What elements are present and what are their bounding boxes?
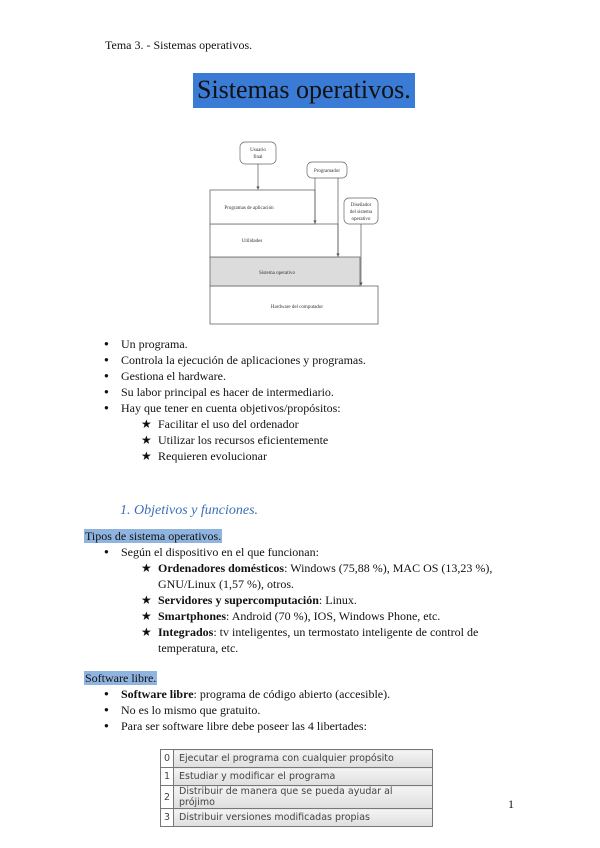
disenador-label-1: Diseñador — [350, 203, 372, 208]
tipos-heading — [84, 529, 222, 544]
os-layers-diagram — [207, 128, 379, 326]
list-item: ★ Utilizar los recursos eficientemente — [158, 432, 418, 448]
table-cell: Ejecutar el programa con cualquier propósito — [174, 750, 433, 768]
section-heading: 1. Objetivos y funciones. — [120, 503, 259, 518]
table-cell: Distribuir versiones modificadas propias — [174, 809, 433, 827]
table-cell: Estudiar y modificar el programa — [174, 768, 433, 786]
software-heading — [84, 671, 157, 686]
item-text: : Windows (75,88 %), MAC OS (13,23 %), GNU/Linux (1,57 %), otros. — [158, 561, 493, 591]
list-item: ● Gestiona el hardware. — [121, 368, 441, 384]
page-header: Tema 3. - Sistemas operativos. — [105, 38, 253, 52]
list-item — [158, 560, 503, 592]
list-item: ★ Requieren evolucionar — [158, 448, 418, 464]
usuario-label-2: final — [253, 155, 263, 160]
layer-hardware-label: Hardware del computador — [270, 305, 324, 310]
item-bold: Servidores y supercomputación — [158, 593, 319, 607]
list-item — [158, 608, 503, 624]
programador-label: Programador — [313, 169, 341, 174]
layer-utilidades-label: Utilidades — [241, 239, 263, 244]
objectives-star-list — [158, 416, 418, 464]
table-cell: 3 — [161, 809, 174, 827]
list-item: ● Su labor principal es hacer de intermediario. — [121, 384, 441, 400]
item-text: : tv inteligentes, un termostato inteligente de control de temperatura, etc. — [158, 625, 479, 655]
list-item — [121, 686, 451, 702]
tipos-list — [121, 544, 421, 560]
list-item — [158, 592, 503, 608]
item-bold: Smartphones — [158, 609, 227, 623]
item-bold: Integrados — [158, 625, 214, 639]
table-row — [161, 786, 433, 809]
table-cell: Distribuir de manera que se pueda ayudar al prójimo — [174, 786, 433, 809]
layer-so-label: Sistema operativo — [259, 271, 295, 276]
list-item: ● Según el dispositivo en el que funcionan: — [121, 544, 421, 560]
item-text: : Android (70 %), IOS, Windows Phone, etc. — [226, 609, 441, 623]
usuario-label-1: Usuario — [250, 148, 266, 153]
software-list — [121, 686, 451, 734]
item-text: : Linux. — [318, 593, 357, 607]
layer-aplicacion-label: Programas de aplicación — [224, 206, 274, 211]
list-item: ● Hay que tener en cuenta objetivos/propósitos: — [121, 400, 441, 416]
list-item: ● Controla la ejecución de aplicaciones y programas. — [121, 352, 441, 368]
software-heading-text: Software libre. — [85, 671, 157, 685]
page-number: 1 — [508, 797, 514, 811]
list-item: ● Para ser software libre debe poseer las 4 libertades: — [121, 718, 451, 734]
disenador-label-3: operativo — [351, 217, 371, 222]
tipos-heading-text: Tipos de sistema operativos. — [85, 529, 222, 543]
usuario-box — [240, 142, 276, 164]
list-item: ● Un programa. — [121, 336, 441, 352]
table-cell: 2 — [161, 786, 174, 809]
list-item: ★ Facilitar el uso del ordenador — [158, 416, 418, 432]
table-row — [161, 750, 433, 768]
table-row — [161, 809, 433, 827]
item-text: : programa de código abierto (accesible). — [193, 687, 391, 701]
list-item: ● No es lo mismo que gratuito. — [121, 702, 451, 718]
intro-bullet-list — [121, 336, 441, 416]
tipos-star-list — [158, 560, 503, 656]
item-bold: Ordenadores domésticos — [158, 561, 285, 575]
table-row — [161, 768, 433, 786]
disenador-label-2: del sistema — [349, 210, 373, 215]
table-cell: 1 — [161, 768, 174, 786]
libertades-table — [160, 749, 433, 827]
list-item — [158, 624, 503, 656]
page-title: Sistemas operativos. — [193, 73, 415, 108]
table-cell: 0 — [161, 750, 174, 768]
layer-utilidades — [210, 224, 338, 257]
item-bold: Software libre — [121, 687, 194, 701]
